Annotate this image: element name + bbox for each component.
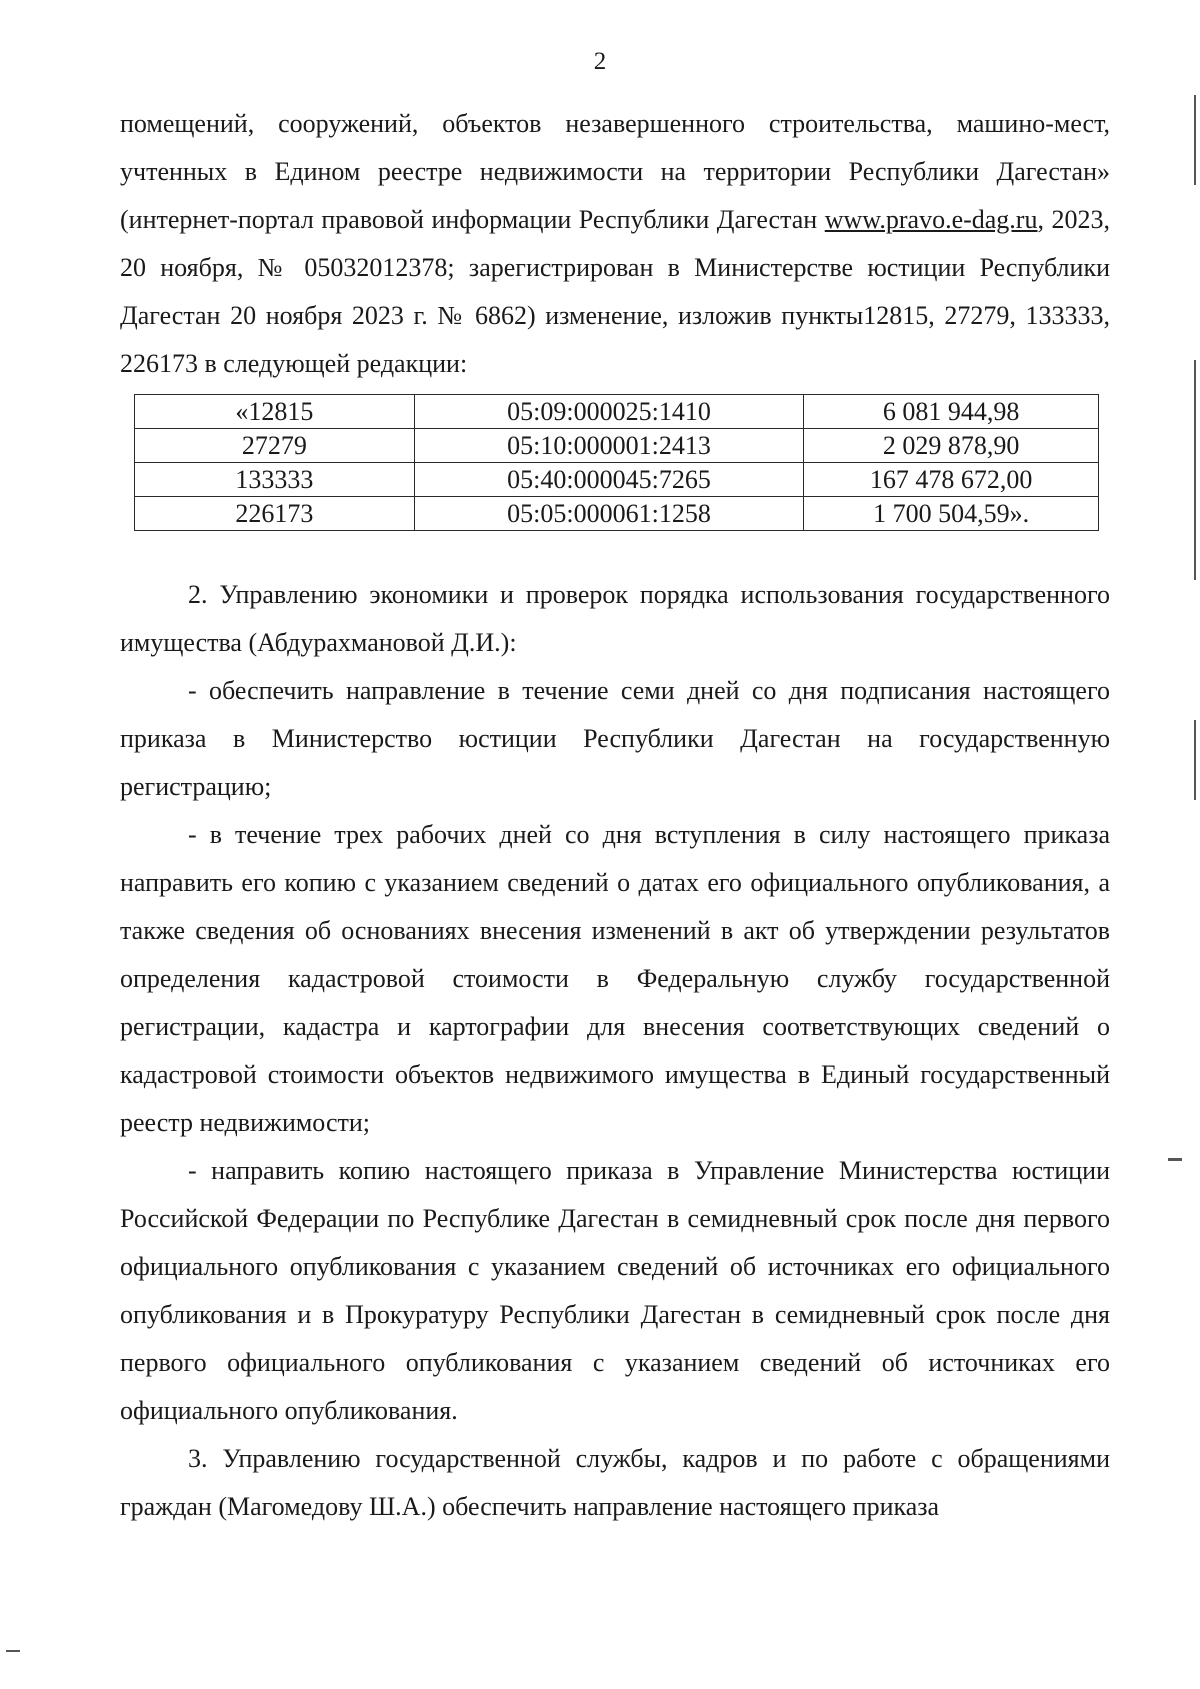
cadastral-value-cell: 2 029 878,90 [804,429,1099,463]
cadastral-value-table [134,394,1099,531]
intro-text-end: , 2023, 20 ноября, № 05032012378; зарегистрирован в Министерстве юстиции Республики Дагестан 20 ноября 2023 г. № 6862) изменение, изложив пункты12815, 27279, 133333, 226173 в следующей редакции: [120,205,1110,378]
item-2-bullet-ministry-copy: - направить копию настоящего приказа в Управление Министерства юстиции Российской Федерации по Республике Дагестан в семидневный срок после дня первого официального опубликования с указанием сведений об источниках его официального опубликования и в Прокуратуру Республики Дагестан в семидневный срок после дня первого официального опубликования с указанием сведений об источниках его официального опубликования. [120,1156,1110,1425]
scan-edge-mark [1194,360,1196,580]
item-number-cell: 27279 [135,429,415,463]
item-2-bullet-registration: - обеспечить направление в течение семи дней со дня подписания настоящего приказа в Министерство юстиции Республики Дагестан на государственную регистрацию; [120,676,1110,801]
page-number: 2 [593,48,607,75]
cadastral-number-cell: 05:09:000025:1410 [414,395,804,429]
item-2-paragraph: 2. Управлению экономики и проверок порядка использования государственного имущества (Абдурахмановой Д.И.): [120,580,1110,657]
item-number-cell: 226173 [135,497,415,531]
cadastral-value-cell: 6 081 944,98 [804,395,1099,429]
table-row [135,497,1099,531]
table-row [135,429,1099,463]
cadastral-number-cell: 05:05:000061:1258 [414,497,804,531]
scan-dash-mark [6,1650,20,1652]
scan-edge-mark [1194,95,1196,185]
scan-dash-mark [1168,1158,1182,1161]
item-3-paragraph: 3. Управлению государственной службы, кадров и по работе с обращениями граждан (Магомедову Ш.А.) обеспечить направление настоящего приказа [120,1444,1110,1521]
pravo-link[interactable]: www.pravo.e-dag.ru [824,205,1038,234]
item-number-cell: «12815 [135,395,415,429]
item-number-cell: 133333 [135,463,415,497]
intro-text-start: помещений, сооружений, объектов незавершенного строительства, машино-мест, учтенных в Едином реестре недвижимости на территории Республики Дагестан» (интернет-портал правовой информации Республики Дагестан [120,109,1110,234]
scan-edge-mark [1194,720,1196,800]
cadastral-value-cell: 1 700 504,59». [804,497,1099,531]
document-body [120,100,1110,1531]
intro-paragraph [120,100,1110,388]
table-row [135,463,1099,497]
table-row [135,395,1099,429]
cadastral-number-cell: 05:40:000045:7265 [414,463,804,497]
cadastral-number-cell: 05:10:000001:2413 [414,429,804,463]
item-2-bullet-rosreestr: - в течение трех рабочих дней со дня вступления в силу настоящего приказа направить его копию с указанием сведений о датах его официального опубликования, а также сведения об основаниях внесения изменений в акт об утверждении результатов определения кадастровой стоимости в Федеральную службу государственной регистрации, кадастра и картографии для внесения соответствующих сведений о кадастровой стоимости объектов недвижимого имущества в Единый государственный реестр недвижимости; [120,820,1110,1137]
cadastral-value-cell: 167 478 672,00 [804,463,1099,497]
